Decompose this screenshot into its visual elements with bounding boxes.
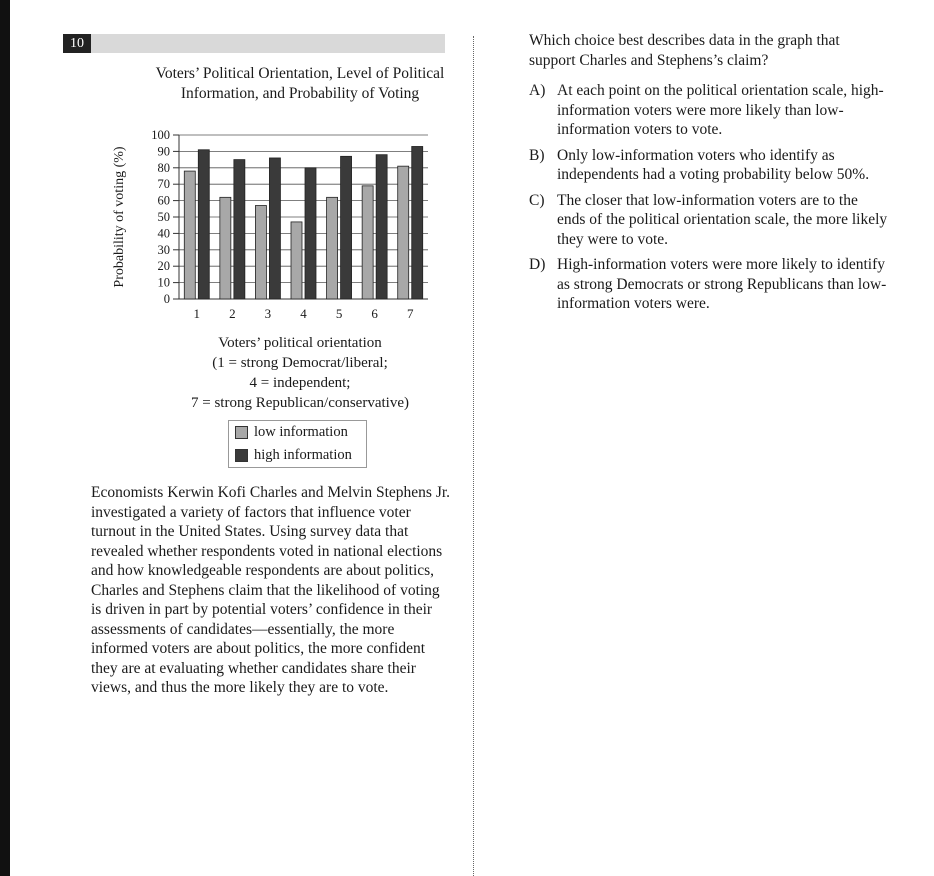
x-axis-title — [150, 333, 450, 413]
x-tick-label: 7 — [406, 306, 414, 321]
bar-low-information — [398, 166, 409, 299]
y-tick-label: 60 — [157, 193, 170, 208]
choice-d[interactable] — [529, 255, 889, 314]
legend-item-low — [229, 421, 366, 444]
bar-high-information — [376, 155, 387, 299]
choice-text: High-information voters were more likely to identify as strong Democrats or strong Republicans than low-information voters were. — [557, 256, 887, 312]
y-axis-title: Probability of voting (%) — [112, 146, 127, 288]
bar-low-information — [220, 197, 231, 299]
y-tick-label: 100 — [151, 128, 170, 142]
column-divider — [473, 36, 474, 876]
bar-high-information — [198, 150, 209, 299]
passage-text: Economists Kerwin Kofi Charles and Melvin Stephens Jr. investigated a variety of factors that influence voter turnout in the United States. Using survey data that revealed whether respondents voted in national elections and how knowledgeable respondents are about politics, Charles and Stephens claim that the likelihood of voting is driven in part by potential voters’ confidence in their assessments of candidates—essentially, the more informed voters are about politics, the more confident they are at evaluating whether candidates share their views, and thus the more likely they are to vote. — [91, 484, 451, 696]
legend-label-high: high information — [254, 447, 352, 463]
y-tick-label: 50 — [157, 210, 170, 224]
bar-high-information — [341, 156, 352, 299]
x-axis-title-line: 4 = independent; — [249, 375, 351, 391]
bar-low-information — [362, 186, 373, 299]
bar-high-information — [269, 158, 280, 299]
legend-swatch-high — [235, 449, 248, 462]
y-tick-label: 10 — [157, 275, 170, 290]
y-tick-label: 40 — [157, 226, 170, 241]
choice-letter: A) — [529, 82, 546, 99]
y-tick-label: 0 — [163, 292, 170, 306]
bar-low-information — [291, 222, 302, 299]
y-tick-label: 80 — [157, 160, 170, 175]
bar-low-information — [184, 171, 195, 299]
chart-legend — [228, 420, 367, 468]
answer-choices — [529, 81, 889, 320]
question-prompt: Which choice best describes data in the graph that support Charles and Stephens’s claim? — [529, 32, 840, 69]
y-tick-label: 30 — [157, 242, 170, 257]
bar-high-information — [305, 168, 316, 299]
x-tick-label: 6 — [371, 306, 378, 321]
choice-a[interactable] — [529, 81, 889, 140]
x-tick-label: 4 — [300, 306, 307, 321]
choice-letter: C) — [529, 191, 545, 209]
bar-chart — [100, 125, 440, 330]
legend-label-low: low information — [254, 424, 348, 440]
bar-low-information — [255, 206, 266, 299]
choice-letter: B) — [529, 146, 545, 164]
page-edge — [0, 0, 10, 876]
y-tick-label: 70 — [157, 177, 170, 192]
choice-text: Only low-information voters who identify as independents had a voting probability below 50%. — [557, 146, 870, 183]
chart-title: Voters’ Political Orientation, Level of Political Information, and Probability of Voting — [155, 65, 445, 102]
choice-text: The closer that low-information voters are to the ends of the political orientation scale, the more likely they were to vote. — [557, 191, 888, 248]
choice-text: At each point on the political orientation scale, high-information voters were more likely than low-information voters to vote. — [557, 82, 884, 138]
x-tick-label: 1 — [193, 306, 201, 321]
y-tick-label: 90 — [157, 144, 170, 159]
bar-low-information — [327, 197, 338, 299]
x-axis-title-line: (1 = strong Democrat/liberal; — [212, 355, 388, 371]
question-number: 10 — [63, 34, 91, 53]
choice-letter: D) — [529, 256, 546, 273]
choice-b[interactable] — [529, 146, 889, 185]
x-tick-label: 3 — [264, 306, 272, 321]
choice-c[interactable] — [529, 191, 889, 250]
x-tick-label: 5 — [335, 306, 343, 321]
bar-high-information — [412, 146, 423, 299]
y-tick-label: 20 — [157, 259, 170, 274]
x-axis-title-line: 7 = strong Republican/conservative) — [191, 395, 409, 411]
x-tick-label: 2 — [229, 306, 236, 321]
legend-swatch-low — [235, 426, 248, 439]
bar-high-information — [234, 160, 245, 299]
legend-item-high — [229, 444, 366, 467]
question-header-band — [91, 34, 445, 53]
x-axis-title-line: Voters’ political orientation — [218, 335, 382, 351]
